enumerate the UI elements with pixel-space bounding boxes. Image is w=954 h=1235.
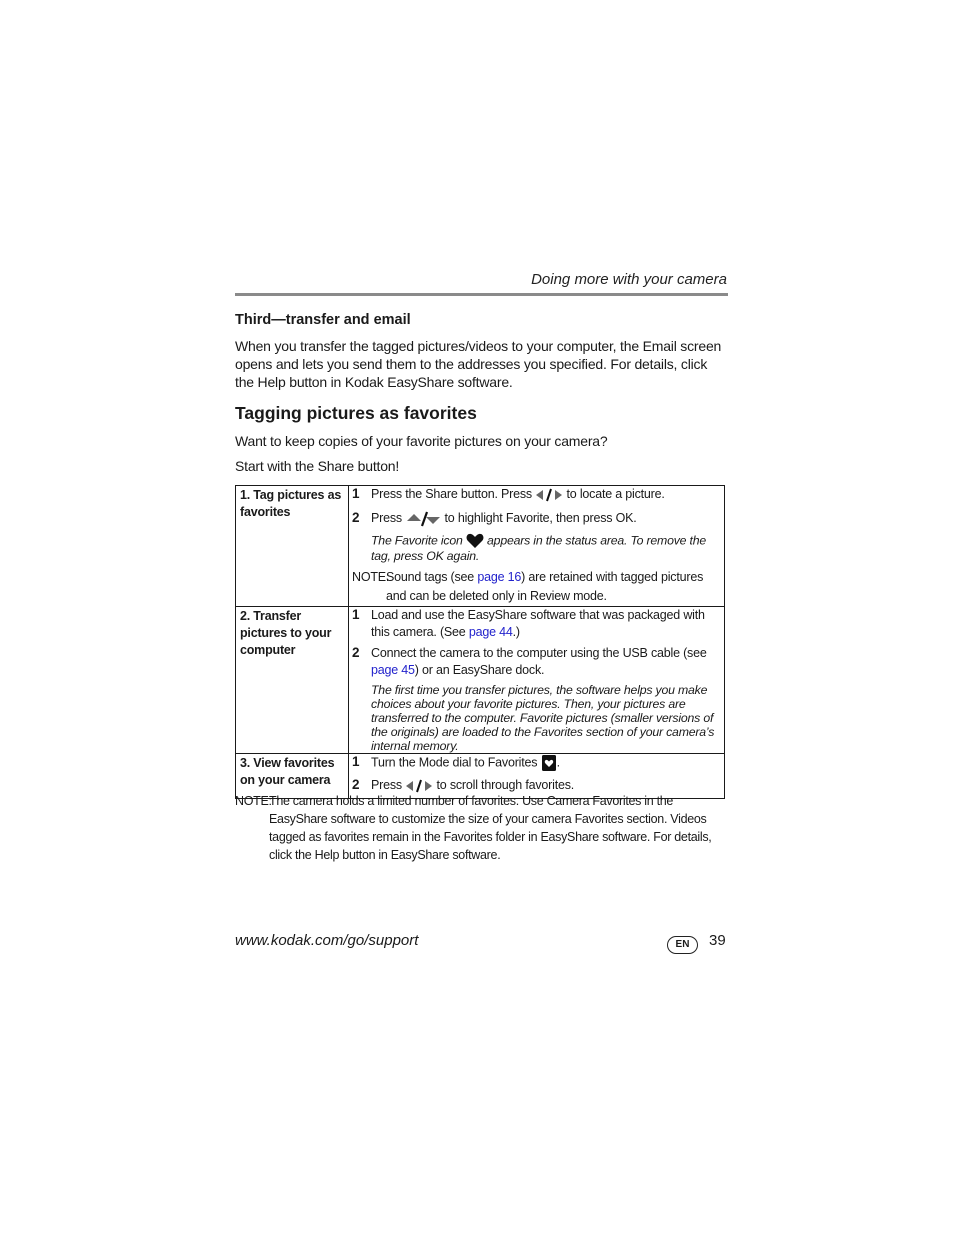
- intro-paragraph: Want to keep copies of your favorite pictures on your camera?: [235, 433, 608, 449]
- start-paragraph: Start with the Share button!: [235, 458, 400, 474]
- step-text: Press the Share button. Press to locate a picture.: [371, 487, 665, 501]
- left-right-arrows-icon: [405, 779, 433, 793]
- note-text: The camera holds a limited number of favorites. Use Camera Favorites in the EasyShare software to customize the size of your camera Favorites section. Videos tagged as favorites remain in the Favorites folder in EasyShare software. For details, click the Help button in EasyShare software.: [269, 794, 712, 862]
- step-text: Turn the Mode dial to Favorites .: [371, 754, 720, 772]
- support-url[interactable]: www.kodak.com/go/support: [235, 932, 419, 949]
- left-right-arrows-icon: [535, 488, 563, 502]
- step-text: Press to highlight Favorite, then press OK.: [371, 511, 637, 525]
- note-label: NOTE:: [235, 794, 272, 808]
- step-note-italic: The Favorite icon appears in the status area. To remove the tag, press OK again.: [371, 533, 707, 563]
- heart-icon: [466, 533, 484, 549]
- step-item: [352, 510, 720, 527]
- step-item: [352, 607, 720, 641]
- page-link[interactable]: page 16: [477, 570, 522, 584]
- bottom-note: [235, 792, 727, 864]
- page-link[interactable]: page 45: [371, 663, 415, 677]
- table-note: [352, 568, 720, 606]
- step-text: Load and use the EasyShare software that was packaged with this camera. (See page 44.): [371, 608, 705, 639]
- section-heading: Tagging pictures as favorites: [235, 403, 477, 423]
- page-number: 39: [709, 932, 726, 949]
- step-note-italic: The first time you transfer pictures, the software helps you make choices about your favorite pictures. Then, your pictures are transferred to the computer. Favorite pictures (smaller versions of the originals) are loaded to the Favorites section of your camera’s internal memory.: [371, 683, 715, 753]
- row-label: 3. View favorites on your camera: [236, 754, 349, 799]
- running-head: Doing more with your camera: [531, 271, 727, 288]
- step-item: [352, 486, 720, 503]
- note-label: NOTE:: [352, 570, 390, 584]
- row-steps: [349, 486, 725, 607]
- step-number: 1: [352, 607, 360, 622]
- table-row: [236, 486, 725, 607]
- table-row: [236, 607, 725, 754]
- step-number: 1: [352, 486, 360, 501]
- step-text: Press to scroll through favorites.: [371, 778, 575, 792]
- favorites-mode-icon: [541, 754, 557, 772]
- up-down-arrows-icon: [405, 511, 441, 527]
- step-text: Connect the camera to the computer using the USB cable (see page 45) or an EasyShare dock.: [371, 646, 707, 677]
- section-subheading: Third—transfer and email: [235, 312, 411, 328]
- language-badge: EN: [667, 936, 698, 954]
- row-label: 2. Transfer pictures to your computer: [236, 607, 349, 754]
- page-link[interactable]: page 44: [468, 625, 513, 639]
- step-number: 1: [352, 754, 360, 769]
- header-rule: [235, 293, 728, 296]
- row-steps: [349, 607, 725, 754]
- transfer-paragraph: When you transfer the tagged pictures/videos to your computer, the Email screen opens and lets you send them to the addresses you specified. For details, click the Help button in Kodak EasyShare software.: [235, 338, 722, 390]
- instructions-table: [235, 485, 725, 799]
- step-item: [352, 645, 720, 679]
- step-number: 2: [352, 645, 360, 660]
- step-number: 2: [352, 510, 360, 525]
- row-label: 1. Tag pictures as favorites: [236, 486, 349, 607]
- step-number: 2: [352, 777, 360, 792]
- step-item: [352, 754, 720, 772]
- note-text: Sound tags (see page 16) are retained with tagged pictures and can be deleted only in Review mode.: [386, 570, 704, 603]
